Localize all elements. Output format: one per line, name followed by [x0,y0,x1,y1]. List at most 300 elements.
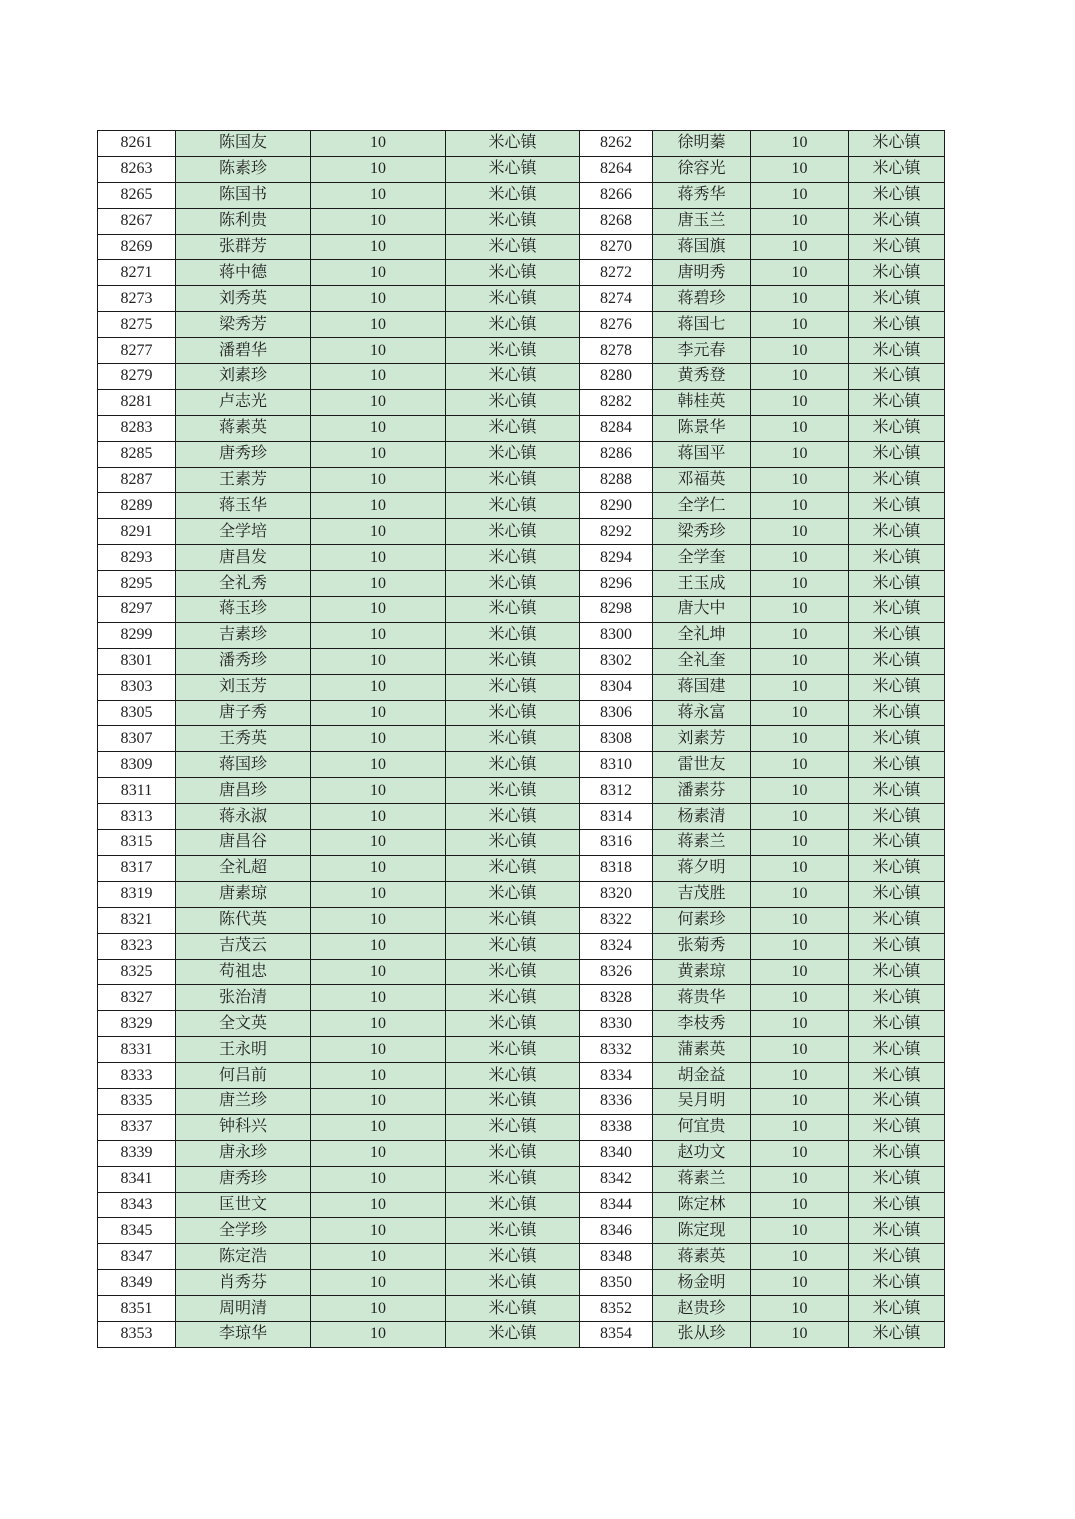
cell-left-name: 唐昌发 [176,545,311,571]
cell-right-name: 何宜贵 [653,1114,751,1140]
cell-left-town: 米心镇 [446,1037,580,1063]
table-row [98,985,945,1011]
table-row [98,260,945,286]
cell-left-name: 全礼超 [176,855,311,881]
table-row [98,648,945,674]
cell-right-name: 全学仁 [653,493,751,519]
cell-left-id: 8275 [98,312,176,338]
cell-left-town: 米心镇 [446,338,580,364]
cell-right-amount: 10 [751,855,849,881]
table-row [98,1321,945,1347]
cell-left-town: 米心镇 [446,415,580,441]
cell-left-amount: 10 [311,571,446,597]
table-row [98,389,945,415]
table-row [98,1166,945,1192]
cell-left-town: 米心镇 [446,985,580,1011]
cell-left-id: 8263 [98,156,176,182]
cell-right-town: 米心镇 [849,467,945,493]
cell-left-amount: 10 [311,648,446,674]
cell-right-id: 8316 [580,830,653,856]
table-row [98,1244,945,1270]
cell-left-id: 8339 [98,1140,176,1166]
table-row [98,286,945,312]
cell-right-amount: 10 [751,985,849,1011]
cell-left-name: 卢志光 [176,389,311,415]
cell-left-id: 8283 [98,415,176,441]
cell-right-town: 米心镇 [849,881,945,907]
cell-right-town: 米心镇 [849,312,945,338]
cell-right-id: 8298 [580,597,653,623]
cell-left-amount: 10 [311,1321,446,1347]
cell-left-id: 8309 [98,752,176,778]
cell-left-id: 8353 [98,1321,176,1347]
cell-left-amount: 10 [311,441,446,467]
cell-right-amount: 10 [751,208,849,234]
cell-left-id: 8343 [98,1192,176,1218]
table-row [98,519,945,545]
cell-left-id: 8345 [98,1218,176,1244]
cell-left-amount: 10 [311,182,446,208]
cell-left-id: 8313 [98,804,176,830]
cell-left-town: 米心镇 [446,1088,580,1114]
table-row [98,907,945,933]
cell-right-id: 8306 [580,700,653,726]
table-row [98,467,945,493]
cell-left-id: 8277 [98,338,176,364]
cell-right-amount: 10 [751,364,849,390]
cell-right-id: 8282 [580,389,653,415]
cell-left-town: 米心镇 [446,959,580,985]
cell-left-name: 潘秀珍 [176,648,311,674]
cell-right-town: 米心镇 [849,959,945,985]
cell-left-id: 8273 [98,286,176,312]
cell-right-amount: 10 [751,674,849,700]
cell-right-id: 8334 [580,1063,653,1089]
table-row [98,441,945,467]
cell-left-name: 唐秀珍 [176,441,311,467]
cell-left-town: 米心镇 [446,441,580,467]
table-row [98,415,945,441]
cell-right-id: 8336 [580,1088,653,1114]
cell-right-amount: 10 [751,545,849,571]
table-row [98,1011,945,1037]
cell-right-town: 米心镇 [849,726,945,752]
cell-left-town: 米心镇 [446,519,580,545]
cell-left-id: 8269 [98,234,176,260]
cell-left-id: 8307 [98,726,176,752]
cell-left-name: 吉素珍 [176,622,311,648]
cell-right-name: 吴月明 [653,1088,751,1114]
cell-left-amount: 10 [311,700,446,726]
cell-right-id: 8318 [580,855,653,881]
cell-left-id: 8335 [98,1088,176,1114]
cell-left-amount: 10 [311,1192,446,1218]
cell-left-id: 8297 [98,597,176,623]
cell-left-id: 8301 [98,648,176,674]
cell-right-name: 李枝秀 [653,1011,751,1037]
cell-right-name: 徐容光 [653,156,751,182]
cell-left-town: 米心镇 [446,208,580,234]
cell-left-name: 蒋玉华 [176,493,311,519]
cell-left-id: 8331 [98,1037,176,1063]
cell-left-town: 米心镇 [446,545,580,571]
cell-right-amount: 10 [751,1244,849,1270]
cell-right-name: 陈景华 [653,415,751,441]
cell-left-id: 8291 [98,519,176,545]
cell-right-name: 蒋国旗 [653,234,751,260]
cell-right-id: 8324 [580,933,653,959]
cell-right-town: 米心镇 [849,1011,945,1037]
cell-right-name: 蒋夕明 [653,855,751,881]
cell-right-name: 梁秀珍 [653,519,751,545]
cell-right-town: 米心镇 [849,648,945,674]
cell-right-id: 8322 [580,907,653,933]
cell-left-amount: 10 [311,752,446,778]
cell-right-name: 邓福英 [653,467,751,493]
table-row [98,1218,945,1244]
cell-right-town: 米心镇 [849,364,945,390]
cell-right-amount: 10 [751,1270,849,1296]
cell-left-town: 米心镇 [446,312,580,338]
cell-left-name: 唐秀珍 [176,1166,311,1192]
cell-left-id: 8323 [98,933,176,959]
table-row [98,752,945,778]
cell-left-amount: 10 [311,855,446,881]
cell-right-town: 米心镇 [849,674,945,700]
cell-left-name: 王素芳 [176,467,311,493]
cell-right-town: 米心镇 [849,131,945,157]
cell-right-town: 米心镇 [849,1270,945,1296]
cell-right-name: 蒋碧珍 [653,286,751,312]
cell-right-town: 米心镇 [849,338,945,364]
table-row [98,674,945,700]
cell-right-town: 米心镇 [849,985,945,1011]
cell-left-amount: 10 [311,260,446,286]
cell-right-town: 米心镇 [849,493,945,519]
cell-left-amount: 10 [311,286,446,312]
cell-right-amount: 10 [751,1011,849,1037]
cell-right-town: 米心镇 [849,415,945,441]
cell-right-name: 蒋素兰 [653,830,751,856]
cell-left-town: 米心镇 [446,260,580,286]
cell-right-id: 8352 [580,1296,653,1322]
cell-left-amount: 10 [311,674,446,700]
cell-right-id: 8296 [580,571,653,597]
cell-left-name: 吉茂云 [176,933,311,959]
cell-left-id: 8311 [98,778,176,804]
table-row [98,1114,945,1140]
cell-left-town: 米心镇 [446,131,580,157]
table-row [98,778,945,804]
cell-left-amount: 10 [311,622,446,648]
cell-right-id: 8342 [580,1166,653,1192]
cell-left-amount: 10 [311,881,446,907]
cell-right-amount: 10 [751,1166,849,1192]
cell-left-amount: 10 [311,415,446,441]
table-row [98,182,945,208]
cell-left-town: 米心镇 [446,648,580,674]
cell-right-town: 米心镇 [849,1244,945,1270]
cell-right-name: 蒲素英 [653,1037,751,1063]
cell-left-amount: 10 [311,467,446,493]
cell-right-town: 米心镇 [849,286,945,312]
cell-right-town: 米心镇 [849,1088,945,1114]
cell-right-name: 潘素芬 [653,778,751,804]
cell-right-amount: 10 [751,493,849,519]
cell-left-amount: 10 [311,907,446,933]
cell-right-id: 8348 [580,1244,653,1270]
cell-left-town: 米心镇 [446,622,580,648]
cell-right-name: 胡金益 [653,1063,751,1089]
cell-right-town: 米心镇 [849,571,945,597]
cell-left-town: 米心镇 [446,674,580,700]
cell-left-amount: 10 [311,493,446,519]
cell-right-id: 8308 [580,726,653,752]
cell-right-town: 米心镇 [849,933,945,959]
cell-left-name: 匡世文 [176,1192,311,1218]
cell-right-name: 杨金明 [653,1270,751,1296]
cell-left-id: 8303 [98,674,176,700]
cell-left-name: 全文英 [176,1011,311,1037]
cell-left-town: 米心镇 [446,700,580,726]
cell-right-id: 8354 [580,1321,653,1347]
cell-left-amount: 10 [311,1244,446,1270]
cell-right-amount: 10 [751,1063,849,1089]
cell-left-town: 米心镇 [446,1296,580,1322]
cell-left-town: 米心镇 [446,571,580,597]
cell-right-name: 何素珍 [653,907,751,933]
cell-right-name: 杨素清 [653,804,751,830]
cell-right-town: 米心镇 [849,208,945,234]
cell-right-name: 蒋素兰 [653,1166,751,1192]
table-row [98,1270,945,1296]
cell-right-id: 8340 [580,1140,653,1166]
table-row [98,855,945,881]
cell-right-amount: 10 [751,648,849,674]
cell-right-name: 吉茂胜 [653,881,751,907]
table-row [98,1140,945,1166]
table-row [98,700,945,726]
cell-left-town: 米心镇 [446,597,580,623]
cell-right-id: 8286 [580,441,653,467]
cell-right-id: 8268 [580,208,653,234]
cell-left-name: 陈定浩 [176,1244,311,1270]
cell-left-amount: 10 [311,1218,446,1244]
cell-left-name: 全礼秀 [176,571,311,597]
table-row [98,622,945,648]
cell-right-amount: 10 [751,959,849,985]
cell-right-name: 蒋国建 [653,674,751,700]
cell-left-id: 8289 [98,493,176,519]
cell-left-amount: 10 [311,1166,446,1192]
cell-right-amount: 10 [751,519,849,545]
table-row [98,959,945,985]
cell-left-name: 刘秀英 [176,286,311,312]
cell-right-town: 米心镇 [849,622,945,648]
cell-left-town: 米心镇 [446,467,580,493]
cell-right-id: 8312 [580,778,653,804]
cell-left-name: 周明清 [176,1296,311,1322]
cell-right-town: 米心镇 [849,1114,945,1140]
cell-left-name: 王秀英 [176,726,311,752]
cell-right-name: 全学奎 [653,545,751,571]
cell-right-town: 米心镇 [849,260,945,286]
cell-right-amount: 10 [751,1218,849,1244]
cell-right-amount: 10 [751,933,849,959]
cell-right-id: 8344 [580,1192,653,1218]
table-row [98,312,945,338]
cell-left-name: 唐昌谷 [176,830,311,856]
cell-right-amount: 10 [751,234,849,260]
cell-left-name: 陈国书 [176,182,311,208]
cell-left-id: 8305 [98,700,176,726]
cell-right-amount: 10 [751,156,849,182]
cell-right-name: 王玉成 [653,571,751,597]
cell-right-id: 8350 [580,1270,653,1296]
cell-left-name: 唐永珍 [176,1140,311,1166]
cell-left-id: 8285 [98,441,176,467]
cell-left-town: 米心镇 [446,804,580,830]
cell-right-name: 蒋国七 [653,312,751,338]
cell-left-name: 蒋永淑 [176,804,311,830]
cell-left-town: 米心镇 [446,182,580,208]
cell-right-amount: 10 [751,1321,849,1347]
cell-right-name: 徐明蓁 [653,131,751,157]
cell-left-town: 米心镇 [446,933,580,959]
cell-left-town: 米心镇 [446,364,580,390]
cell-right-id: 8272 [580,260,653,286]
cell-left-amount: 10 [311,545,446,571]
cell-right-amount: 10 [751,778,849,804]
table-row [98,208,945,234]
cell-right-town: 米心镇 [849,182,945,208]
cell-right-id: 8294 [580,545,653,571]
cell-right-amount: 10 [751,881,849,907]
cell-right-town: 米心镇 [849,1218,945,1244]
cell-right-town: 米心镇 [849,441,945,467]
cell-left-amount: 10 [311,389,446,415]
cell-left-name: 潘碧华 [176,338,311,364]
cell-left-town: 米心镇 [446,1140,580,1166]
cell-right-name: 全礼奎 [653,648,751,674]
cell-left-town: 米心镇 [446,1192,580,1218]
cell-right-id: 8328 [580,985,653,1011]
cell-left-id: 8267 [98,208,176,234]
cell-left-town: 米心镇 [446,1114,580,1140]
cell-right-amount: 10 [751,338,849,364]
cell-left-name: 唐昌珍 [176,778,311,804]
cell-right-id: 8262 [580,131,653,157]
cell-left-id: 8295 [98,571,176,597]
cell-left-id: 8265 [98,182,176,208]
cell-left-amount: 10 [311,1088,446,1114]
cell-left-id: 8319 [98,881,176,907]
table-row [98,364,945,390]
cell-right-name: 李元春 [653,338,751,364]
cell-right-amount: 10 [751,260,849,286]
cell-left-name: 刘玉芳 [176,674,311,700]
cell-right-id: 8302 [580,648,653,674]
cell-left-amount: 10 [311,959,446,985]
cell-left-amount: 10 [311,778,446,804]
cell-left-name: 陈利贵 [176,208,311,234]
table-row [98,493,945,519]
cell-right-town: 米心镇 [849,752,945,778]
cell-right-name: 韩桂英 [653,389,751,415]
cell-right-name: 陈定现 [653,1218,751,1244]
cell-right-town: 米心镇 [849,855,945,881]
cell-right-amount: 10 [751,441,849,467]
cell-left-amount: 10 [311,726,446,752]
cell-right-name: 黄秀登 [653,364,751,390]
cell-right-town: 米心镇 [849,1166,945,1192]
table-row [98,1296,945,1322]
cell-left-name: 苟祖忠 [176,959,311,985]
cell-left-amount: 10 [311,208,446,234]
cell-right-id: 8284 [580,415,653,441]
cell-right-name: 赵功文 [653,1140,751,1166]
cell-left-id: 8261 [98,131,176,157]
cell-right-amount: 10 [751,804,849,830]
cell-right-amount: 10 [751,286,849,312]
cell-right-town: 米心镇 [849,1140,945,1166]
table-row [98,1192,945,1218]
cell-right-name: 张菊秀 [653,933,751,959]
table-row [98,156,945,182]
cell-left-town: 米心镇 [446,1321,580,1347]
cell-right-amount: 10 [751,1192,849,1218]
cell-left-town: 米心镇 [446,1011,580,1037]
cell-right-town: 米心镇 [849,156,945,182]
cell-left-amount: 10 [311,933,446,959]
cell-right-town: 米心镇 [849,519,945,545]
cell-right-id: 8320 [580,881,653,907]
cell-left-id: 8351 [98,1296,176,1322]
table-row [98,1063,945,1089]
cell-left-id: 8349 [98,1270,176,1296]
cell-right-amount: 10 [751,1037,849,1063]
cell-left-town: 米心镇 [446,234,580,260]
cell-left-amount: 10 [311,1011,446,1037]
cell-right-name: 刘素芳 [653,726,751,752]
cell-left-town: 米心镇 [446,752,580,778]
cell-right-town: 米心镇 [849,545,945,571]
cell-left-id: 8299 [98,622,176,648]
cell-left-amount: 10 [311,364,446,390]
cell-left-amount: 10 [311,1063,446,1089]
cell-left-amount: 10 [311,338,446,364]
cell-right-town: 米心镇 [849,778,945,804]
cell-left-id: 8329 [98,1011,176,1037]
cell-left-name: 李琼华 [176,1321,311,1347]
cell-left-amount: 10 [311,804,446,830]
cell-right-town: 米心镇 [849,1321,945,1347]
cell-right-name: 蒋贵华 [653,985,751,1011]
cell-left-name: 唐子秀 [176,700,311,726]
cell-left-id: 8325 [98,959,176,985]
cell-right-town: 米心镇 [849,234,945,260]
cell-left-town: 米心镇 [446,286,580,312]
cell-right-name: 全礼坤 [653,622,751,648]
cell-left-name: 钟科兴 [176,1114,311,1140]
cell-left-id: 8327 [98,985,176,1011]
cell-right-id: 8266 [580,182,653,208]
cell-left-amount: 10 [311,830,446,856]
cell-left-name: 肖秀芬 [176,1270,311,1296]
cell-left-id: 8279 [98,364,176,390]
cell-right-name: 唐大中 [653,597,751,623]
cell-right-amount: 10 [751,467,849,493]
